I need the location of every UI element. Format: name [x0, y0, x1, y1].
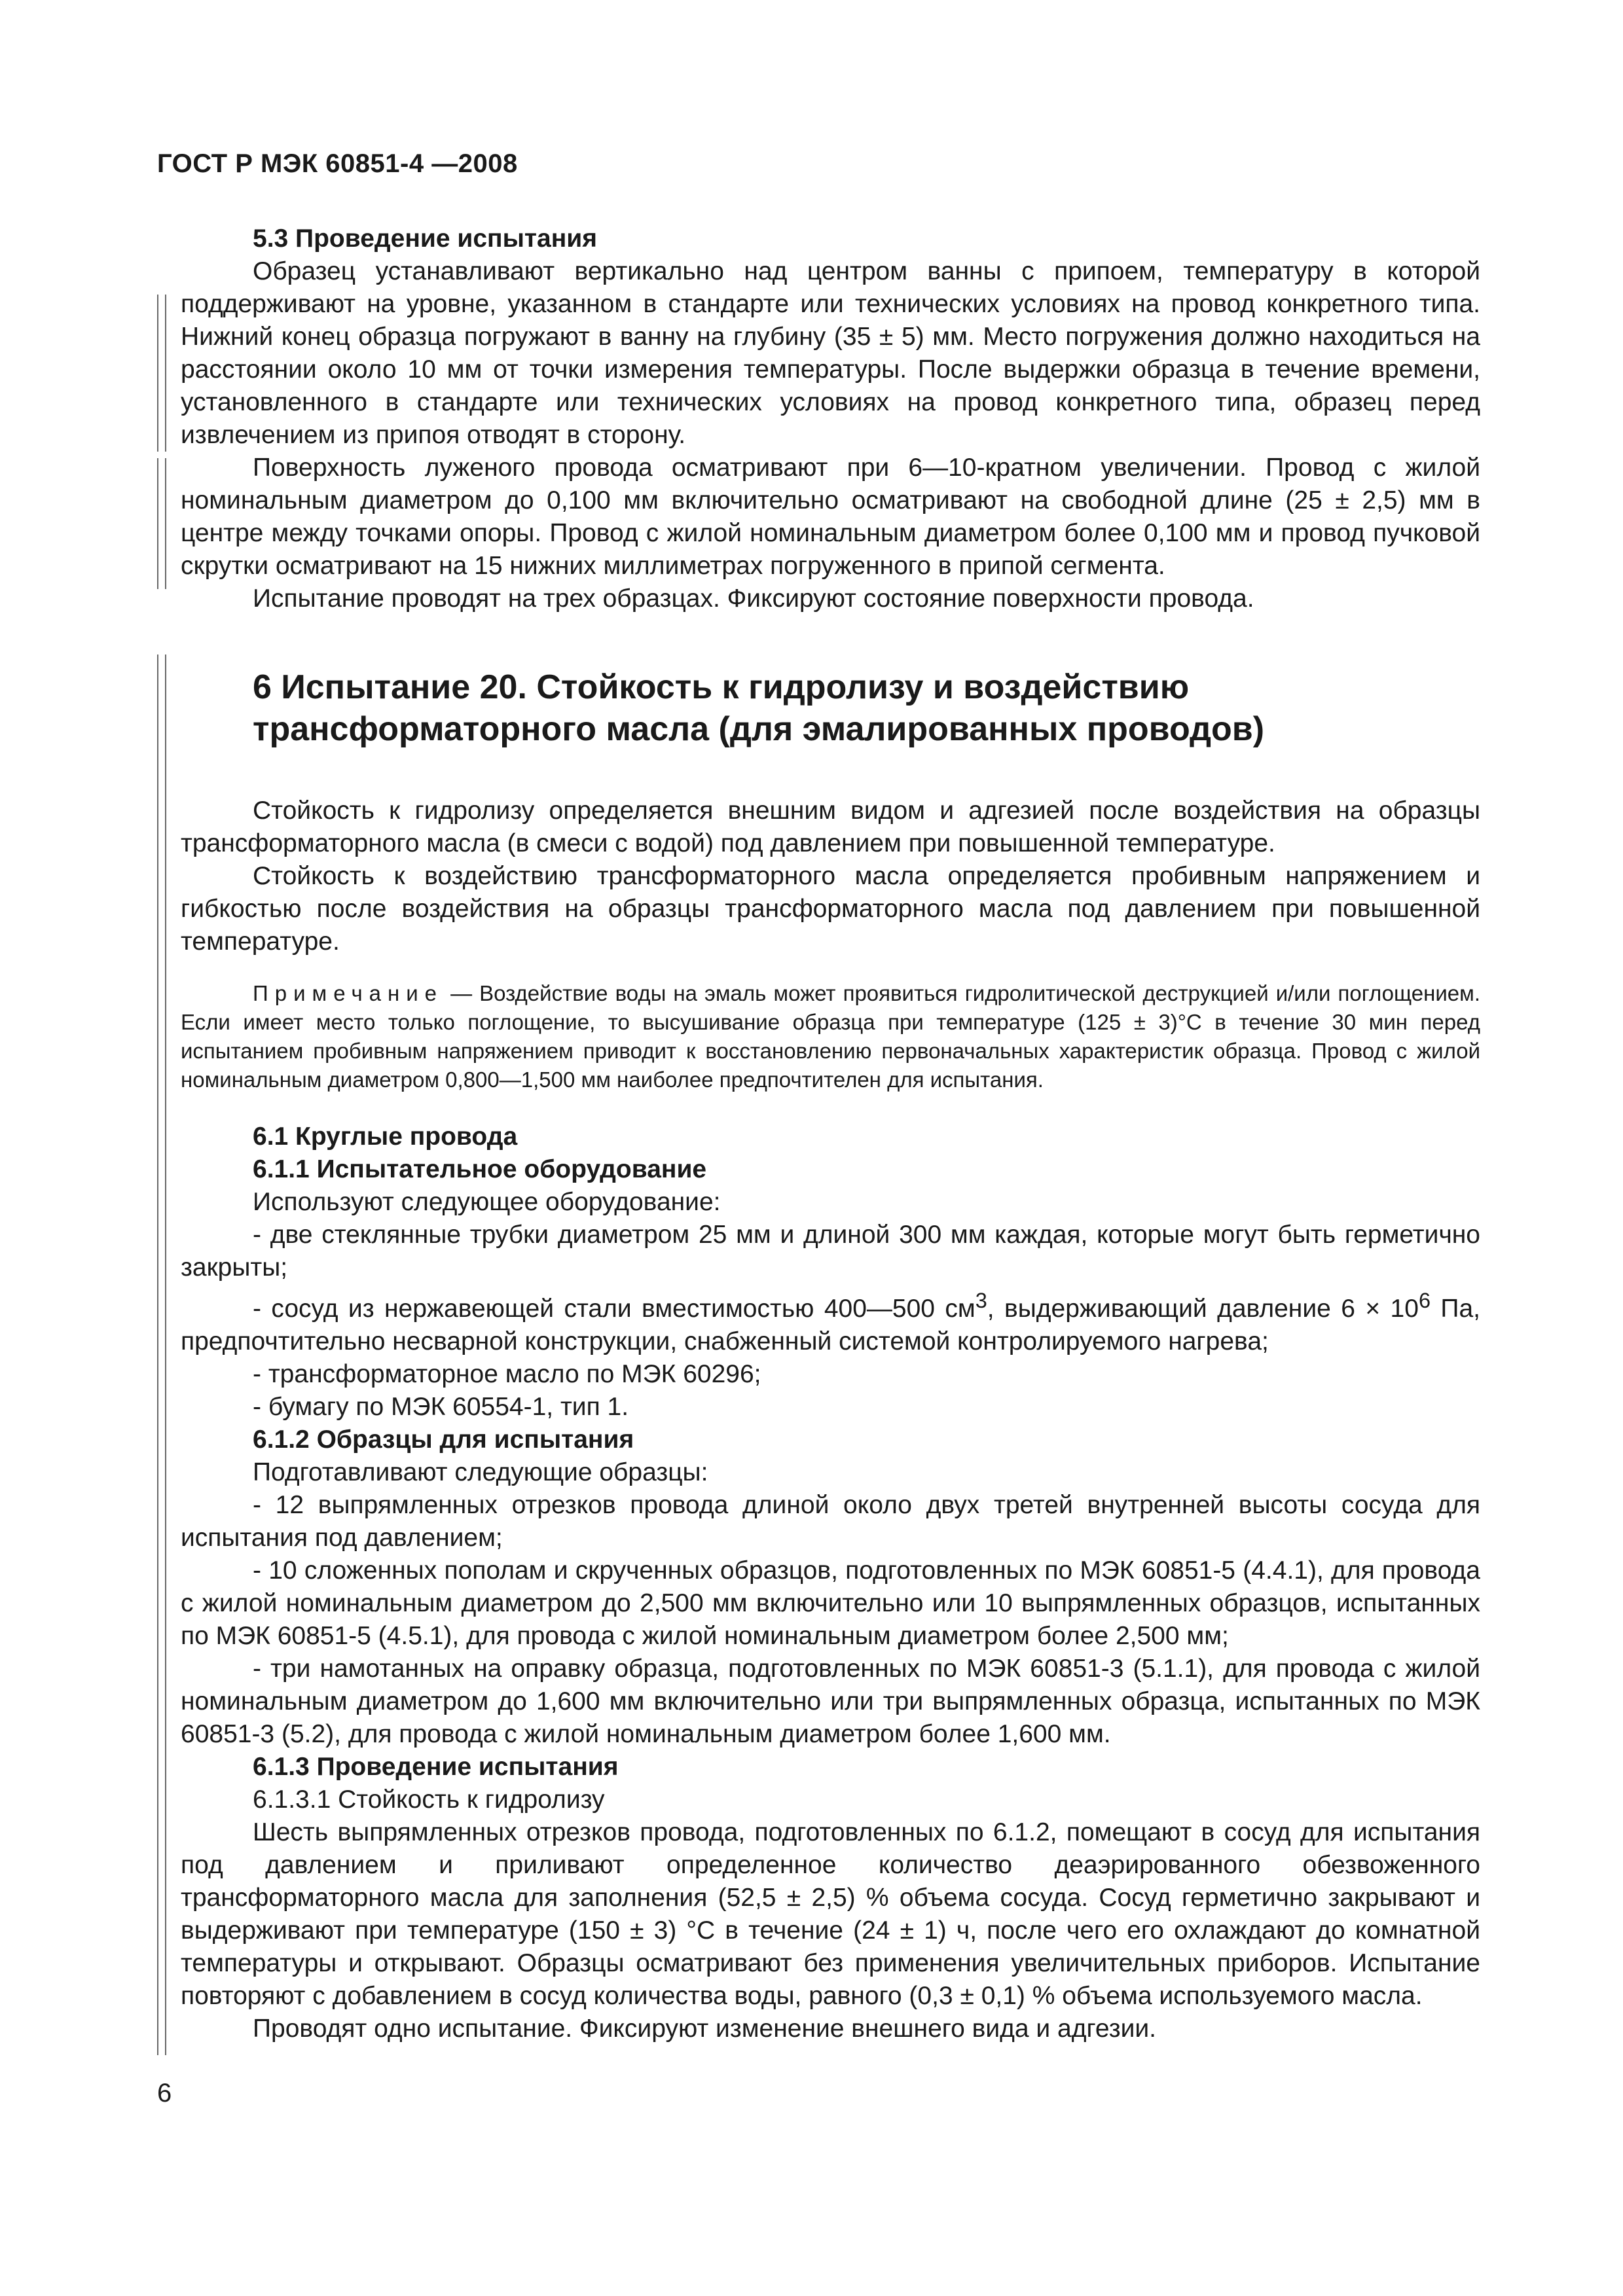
section-title — [253, 666, 1480, 750]
subsection-heading: 6.1.3 Проведение испытания — [253, 1753, 619, 1781]
note-label: Примечание — [253, 981, 444, 1005]
subsection-heading: 6.1 Круглые провода — [253, 1122, 518, 1151]
section-title-line: трансформаторного масла (для эмалированных проводов) — [253, 710, 1265, 748]
list-item: - бумагу по МЭК 60554-1, тип 1. — [253, 1393, 629, 1421]
paragraph: Стойкость к гидролизу определяется внешним видом и адгезией после воздействия на образцы трансформаторного масла (в смеси с водой) под давлением при повышенной температуре. — [181, 797, 1480, 857]
section-heading: 5.3 Проведение испытания — [253, 224, 597, 253]
paragraph: Подготавливают следующие образцы: — [253, 1458, 708, 1486]
section-title-line: 6 Испытание 20. Стойкость к гидролизу и воздействию — [253, 668, 1190, 706]
list-item: - 10 сложенных пополам и скрученных образцов, подготовленных по МЭК 60851-5 (4.4.1), для провода с жилой номинальным диаметром до 2,500 мм включительно или 10 выпрямленных образцов, испытанных по МЭК 60851-5 (4.5.1), для провода с жилой номинальным диаметром более 2,500 мм; — [181, 1556, 1480, 1650]
paragraph: Образец устанавливают вертикально над центром ванны с припоем, температуру в которой поддерживают на уровне, указанном в стандарте или технических условиях на провод конкретного типа. Нижний конец образца погружают в ванну на глубину (35 ± 5) мм. Место погружения должно находиться на расстоянии около 10 мм от точки измерения температуры. После выдержки образца в течение времени, установленного в стандарте или технических условиях на провод конкретного типа, образец перед извлечением из припоя отводят в сторону. — [181, 257, 1480, 449]
superscript: 6 — [1418, 1289, 1431, 1312]
paragraph: Стойкость к воздействию трансформаторного масла определяется пробивным напряжением и гибкостью после воздействия на образцы трансформаторного масла под давлением при повышенной температуре. — [181, 862, 1480, 956]
subsection-heading: 6.1.1 Испытательное оборудование — [253, 1155, 707, 1183]
revision-bar — [157, 458, 166, 589]
paragraph: Проводят одно испытание. Фиксируют изменение внешнего вида и адгезии. — [253, 2015, 1156, 2043]
paragraph: Используют следующее оборудование: — [253, 1188, 721, 1216]
list-item-text: , выдерживающий давление 6 × 10 — [987, 1295, 1419, 1323]
list-item: - три намотанных на оправку образца, подготовленных по МЭК 60851-3 (5.1.1), для провода с жилой номинальным диаметром до 1,600 мм включительно или три выпрямленных образца, испытанных по МЭК 60851-3 (5.2), для провода с жилой номинальным диаметром более 1,600 мм. — [181, 1655, 1480, 1748]
document-header: ГОСТ Р МЭК 60851-4 —2008 — [157, 149, 518, 178]
list-item-text: - сосуд из нержавеющей стали вместимостью 400—500 см — [253, 1295, 976, 1323]
paragraph: Шесть выпрямленных отрезков провода, подготовленных по 6.1.2, помещают в сосуд для испытания под давлением и приливают определенное количество деаэрированного обезвоженного трансформаторного масла для заполнения (52,5 ± 2,5) % объема сосуда. Сосуд герметично закрывают и выдерживают при температуре (150 ± 3) °С в течение (24 ± 1) ч, после чего его охлаждают до комнатной температуры и открывают. Образцы осматривают без применения увеличительных приборов. Испытание повторяют с добавлением в сосуд количества воды, равного (0,3 ± 0,1) % объема используемого масла. — [181, 1818, 1480, 2010]
list-item — [181, 1284, 1480, 1358]
list-item: - 12 выпрямленных отрезков провода длиной около двух третей внутренней высоты сосуда для испытания под давлением; — [181, 1491, 1480, 1552]
document-body — [181, 223, 1480, 2045]
list-item: - трансформаторное масло по МЭК 60296; — [253, 1360, 761, 1388]
page-number: 6 — [157, 2079, 172, 2108]
paragraph: Поверхность луженого провода осматривают при 6—10-кратном увеличении. Провод с жилой номинальным диаметром до 0,100 мм включительно осматривают на свободной длине (25 ± 2,5) мм в центре между точками опоры. Провод с жилой номинальным диаметром более 0,100 мм и провод пучковой скрутки осматривают на 15 нижних миллиметрах погруженного в припой сегмента. — [181, 454, 1480, 580]
list-item: - две стеклянные трубки диаметром 25 мм и длиной 300 мм каждая, которые могут быть герметично закрыты; — [181, 1221, 1480, 1282]
note-text: — Воздействие воды на эмаль может проявиться гидролитической деструкцией и/или поглощением. Если имеет место только поглощение, то высушивание образца при температуре (125 ± 3)°С в течение 30 мин перед испытанием пробивным напряжением приводит к восстановлению первоначальных характеристик образца. Провод с жилой номинальным диаметром 0,800—1,500 мм наиболее предпочтителен для испытания. — [181, 981, 1480, 1092]
subsection-heading: 6.1.2 Образцы для испытания — [253, 1426, 634, 1454]
revision-bar — [157, 655, 166, 2055]
list-item-text: Па, предпочтительно несварной конструкции, снабженный системой контролируемого нагрева; — [181, 1295, 1480, 1355]
superscript: 3 — [975, 1289, 987, 1312]
subsubsection-heading: 6.1.3.1 Стойкость к гидролизу — [253, 1785, 605, 1814]
note — [181, 979, 1480, 1094]
paragraph: Испытание проводят на трех образцах. Фиксируют состояние поверхности провода. — [253, 584, 1254, 613]
revision-bar — [157, 295, 166, 452]
